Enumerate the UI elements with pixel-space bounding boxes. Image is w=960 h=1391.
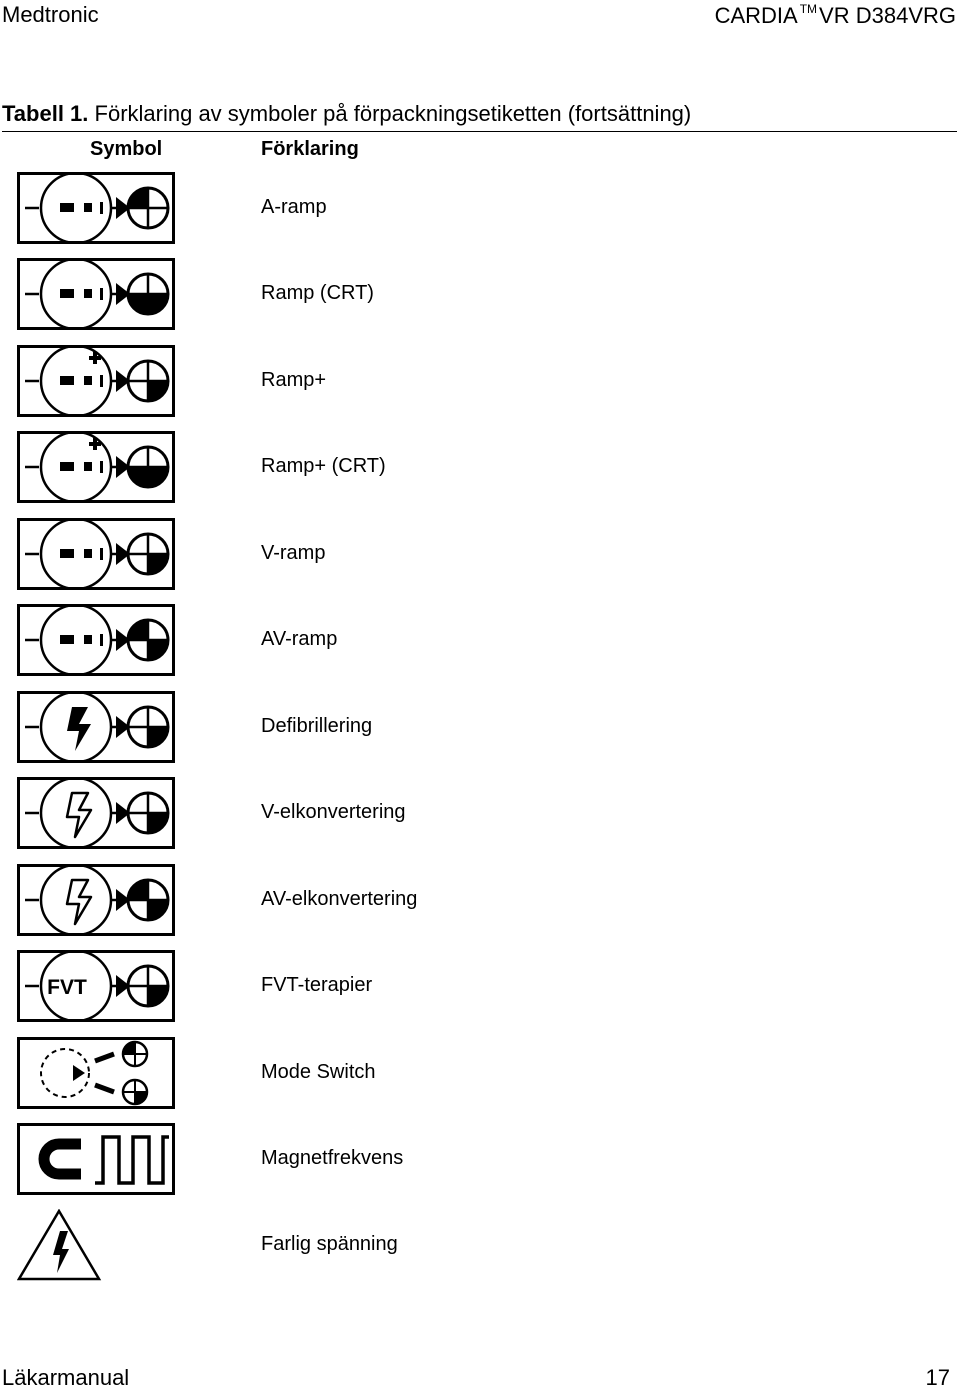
table-row [0,777,960,849]
table-row [0,950,960,1022]
ramp-plus-icon [17,345,175,417]
table-row [0,864,960,936]
row-label: Farlig spänning [261,1233,398,1255]
v-ramp-icon [17,518,175,590]
product-model: VR D384VRG [819,3,956,28]
table-row [0,345,960,417]
a-ramp-icon [17,172,175,244]
column-header-explanation: Förklaring [261,138,359,160]
table-row [0,1209,960,1281]
product-name: CARDIA [714,3,798,28]
ramp-plus-crt-icon [17,431,175,503]
row-label: Mode Switch [261,1061,376,1083]
row-label: Ramp+ (CRT) [261,455,386,477]
row-label: AV-elkonvertering [261,888,418,910]
row-label: Ramp+ [261,369,327,391]
caption-divider [2,131,957,132]
row-label: Ramp (CRT) [261,282,374,304]
ramp-crt-icon [17,258,175,330]
row-label: AV-ramp [261,628,338,650]
trademark-mark: TM [799,2,818,16]
table-row [0,258,960,330]
row-label: V-elkonvertering [261,801,406,823]
av-cardioversion-icon [17,864,175,936]
magnet-rate-icon [17,1123,175,1195]
row-label: Defibrillering [261,715,373,737]
row-label: V-ramp [261,542,326,564]
av-ramp-icon [17,604,175,676]
row-label: Magnetfrekvens [261,1147,404,1169]
page-number: 17 [925,1365,950,1390]
table-row [0,691,960,763]
column-header-symbol: Symbol [90,138,163,160]
table-caption-label: Tabell 1. [2,101,89,126]
v-cardioversion-icon [17,777,175,849]
header-product [715,2,956,29]
row-label: FVT-terapier [261,974,373,996]
table-row [0,518,960,590]
defibrillation-icon [17,691,175,763]
table-row [0,431,960,503]
table-caption-text: Förklaring av symboler på förpackningsetiketten (fortsättning) [88,101,692,126]
table-caption [2,101,691,127]
header-brand: Medtronic [2,2,99,27]
dangerous-voltage-icon [17,1209,175,1281]
table-row [0,172,960,244]
row-label: A-ramp [261,196,327,218]
table-row [0,1123,960,1195]
table-row [0,604,960,676]
footer-manual-name: Läkarmanual [2,1365,130,1390]
fvt-icon-text: FVT [47,976,87,999]
table-row [0,1037,960,1109]
mode-switch-icon [17,1037,175,1109]
fvt-therapy-icon [17,950,175,1022]
